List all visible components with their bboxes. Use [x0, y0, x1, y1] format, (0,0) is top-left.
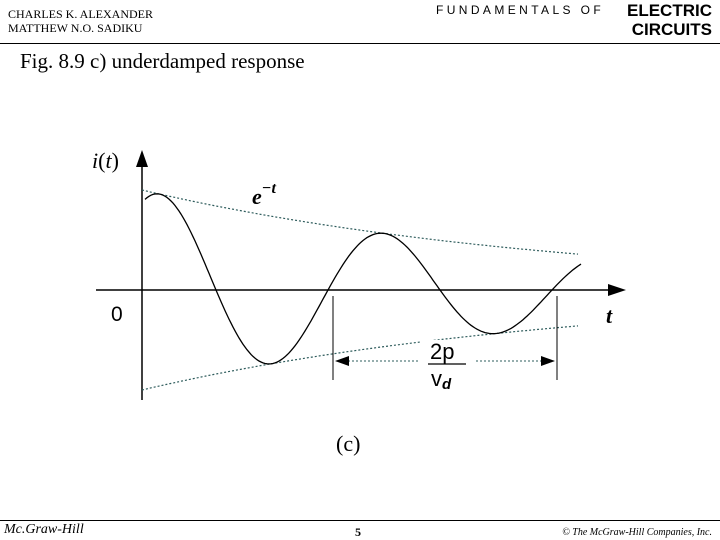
- author-name-1: CHARLES K. ALEXANDER: [8, 7, 154, 21]
- upper-envelope-curve: [142, 190, 578, 254]
- book-series-prefix: FUNDAMENTALS OF: [436, 3, 605, 17]
- response-curve: [145, 194, 581, 364]
- y-axis-label: i(t): [92, 148, 119, 173]
- figure-caption: Fig. 8.9 c) underdamped response: [20, 49, 305, 73]
- copyright-notice: © The McGraw-Hill Companies, Inc.: [562, 527, 712, 538]
- page-number: 5: [355, 525, 361, 539]
- lower-envelope-curve: [142, 326, 578, 390]
- publisher-name: Mc.Graw-Hill: [4, 522, 84, 537]
- book-title-line-1: ELECTRIC: [627, 1, 712, 20]
- footer-divider: [0, 520, 720, 521]
- panel-label: (c): [336, 431, 361, 456]
- author-name-2: MATTHEW N.O. SADIKU: [8, 21, 143, 35]
- origin-label: 0: [111, 303, 123, 326]
- y-axis-arrowhead: [136, 150, 148, 167]
- x-axis-arrowhead: [608, 284, 626, 296]
- period-arrowhead-right: [541, 356, 555, 366]
- period-numerator: 2p: [430, 339, 455, 364]
- book-title-line-2: CIRCUITS: [631, 20, 712, 39]
- envelope-label: $e^{-t}$: [252, 180, 276, 209]
- time-axis-label: t: [606, 303, 613, 328]
- period-arrowhead-left: [335, 356, 349, 366]
- period-denominator: vd: [431, 366, 452, 393]
